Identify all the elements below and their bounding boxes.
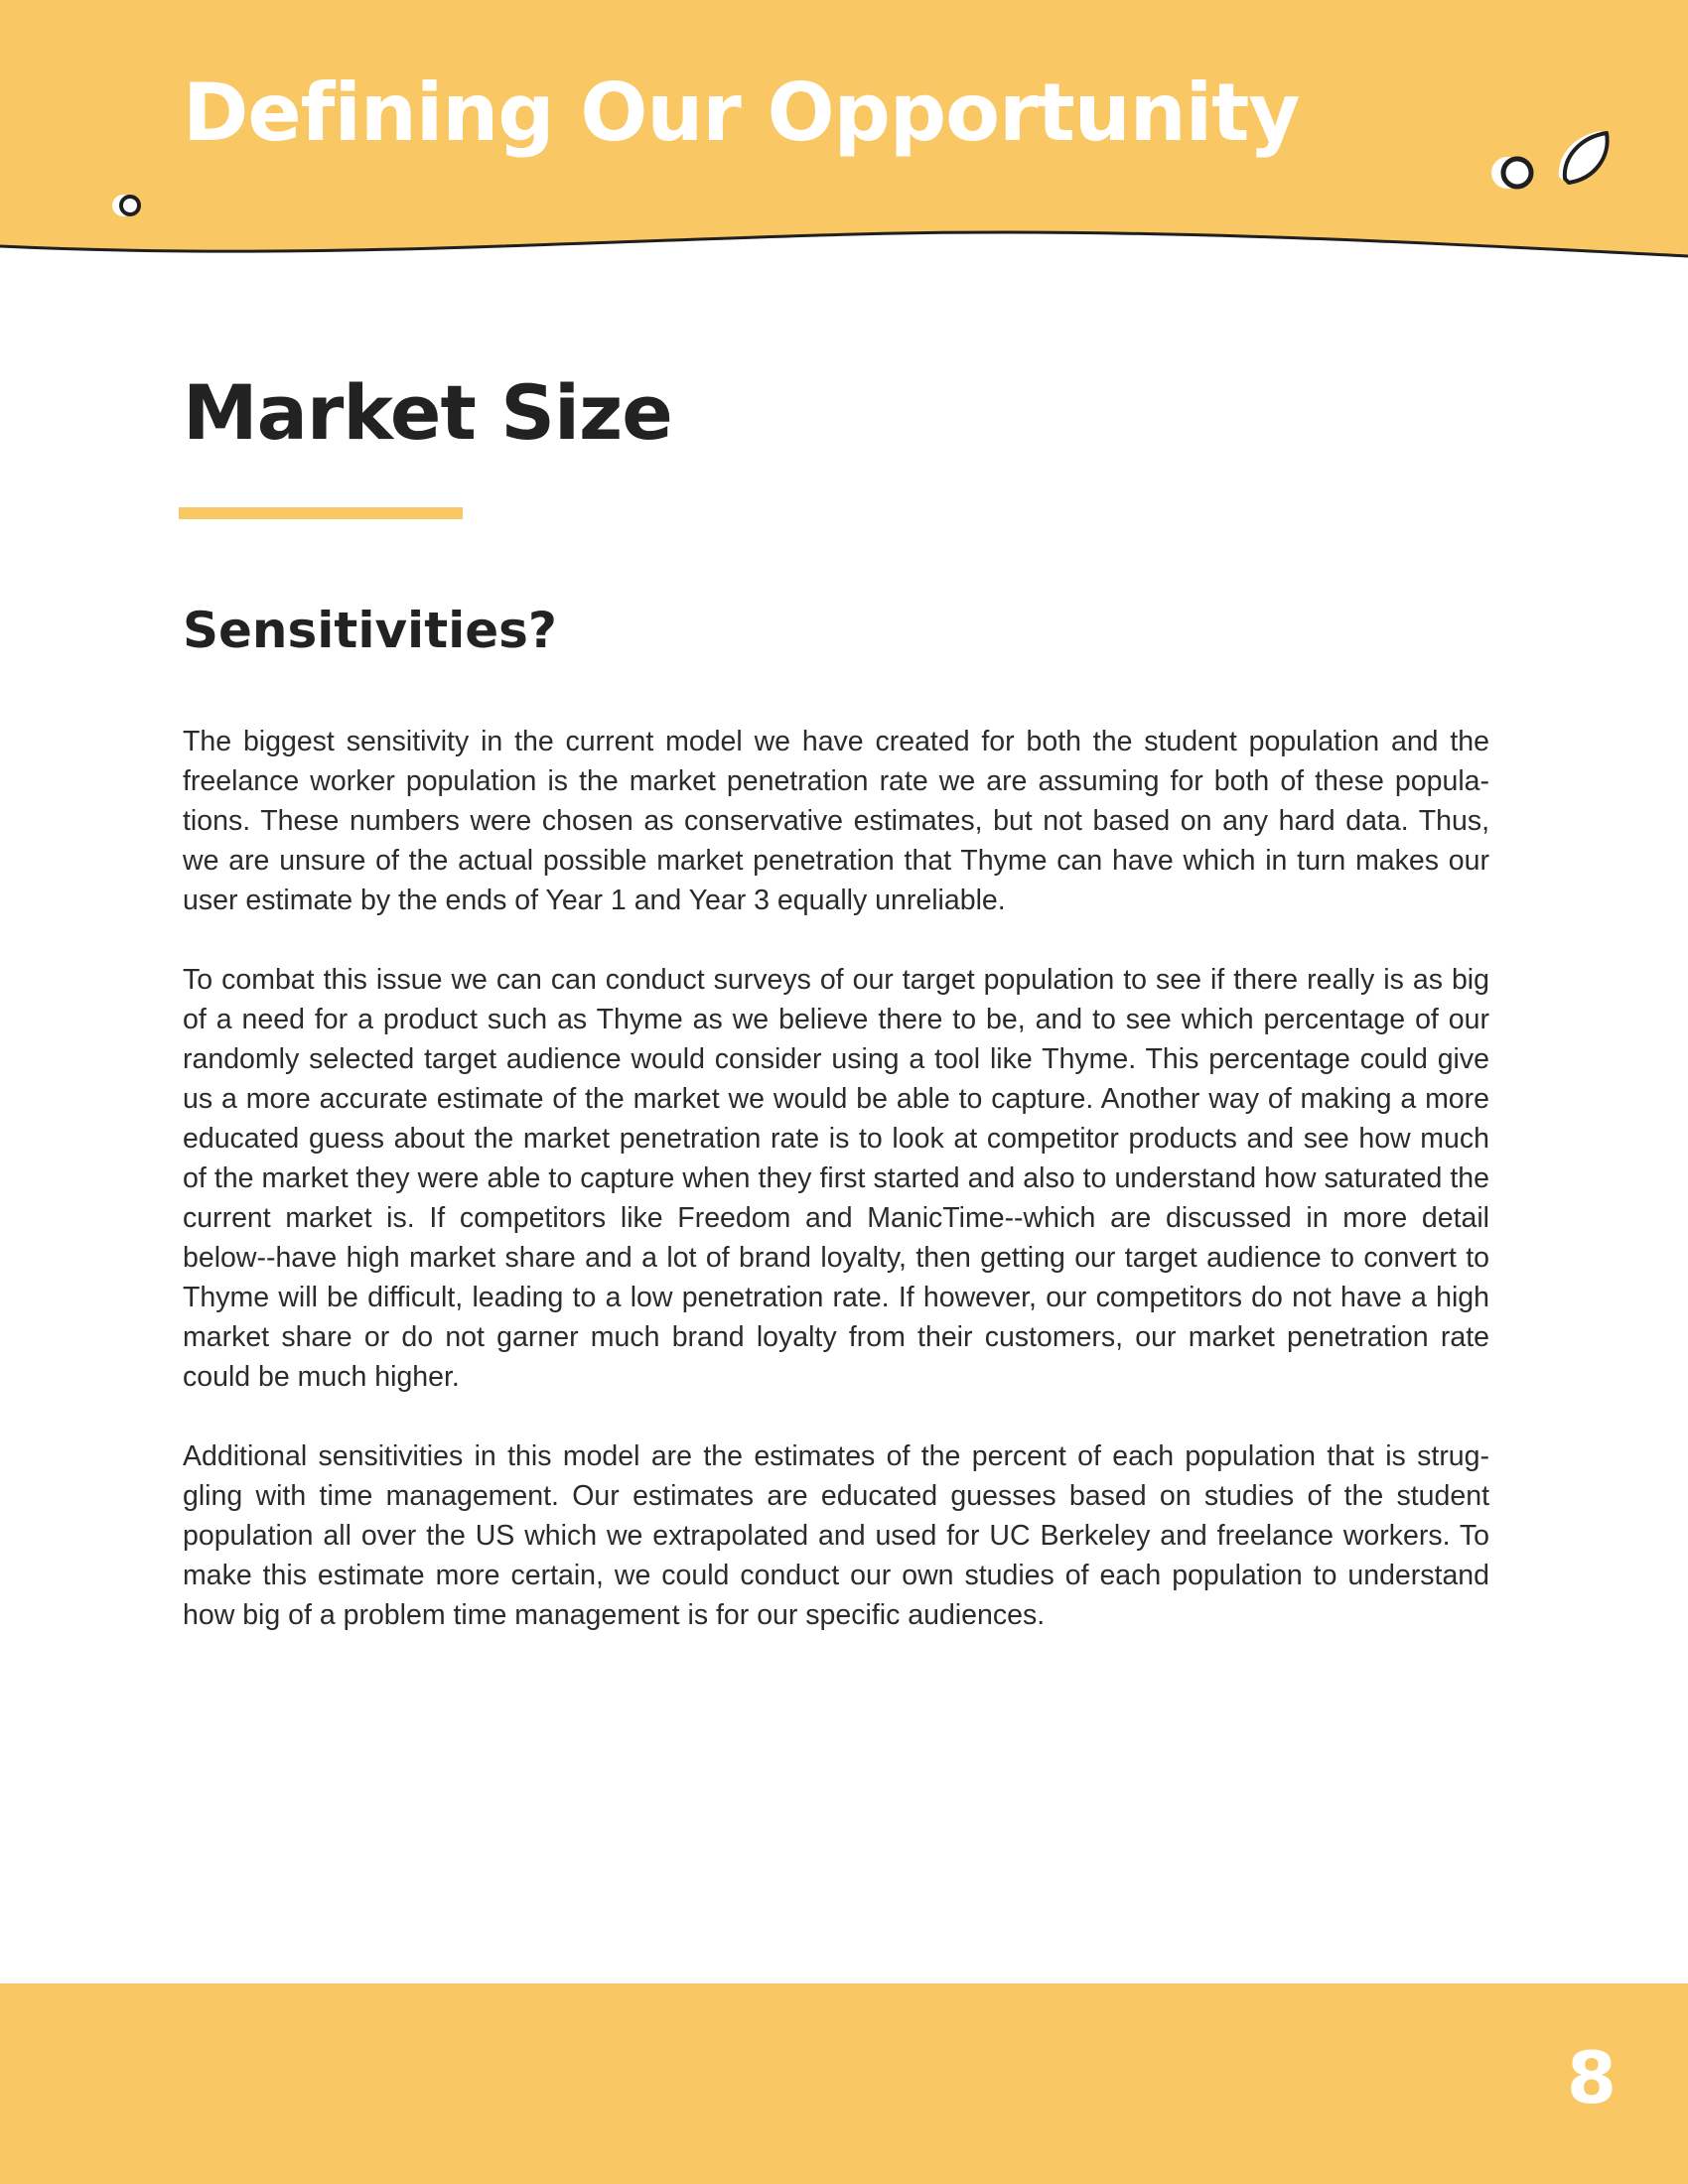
subsection-title: Sensitivities? bbox=[183, 602, 557, 660]
header-title: Defining Our Opportunity bbox=[183, 67, 1300, 159]
footer-band bbox=[0, 1983, 1688, 2184]
body-paragraph: The biggest sensitivity in the current model we have created for both the student population and the freelance worker population is the market penetration rate we are assuming for both of these popula-tions. These numbers were chosen as conservative estimates, but not based on any hard data. Thus, we are unsure of the actual possible market penetration that Thyme can have which in turn makes our user estimate by the ends of Year 1 and Year 3 equally unreliable. bbox=[183, 726, 1489, 917]
body-paragraph: To combat this issue we can can conduct surveys of our target population to see if there really is as big of a need for a product such as Thyme as we believe there to be, and to see which percentage of our randomly selected target audience would consider using a tool like Thyme. This percentage could give us a more accurate estimate of the market we would be able to capture. Another way of making a more educated guess about the market penetration rate is to look at competitor products and see how much of the market they were able to capture when they first started and also to understand how saturated the current market is. If competitors like Freedom and ManicTime--which are discussed in more detail below--have high market share and a lot of brand loyalty, then getting our target audience to convert to Thyme will be difficult, leading to a low penetration rate. If however, our competitors do not have a high market share or do not garner much brand loyalty from their customers, our market penetration rate could be much higher. bbox=[183, 964, 1489, 1394]
small-circle-icon bbox=[107, 189, 147, 228]
circle-icon bbox=[1485, 149, 1545, 197]
leaf-icon bbox=[1549, 125, 1615, 191]
body-paragraph: Additional sensitivities in this model are the estimates of the percent of each population that is strug-gling with time management. Our estimates are educated guesses based on studies of the student population all over the US which we extrapolated and used for UC Berkeley and freelance workers. To make this estimate more certain, we could conduct our own studies of each population to understand how big of a problem time management is for our specific audiences. bbox=[183, 1440, 1489, 1632]
page-number: 8 bbox=[1566, 2036, 1617, 2119]
main-content bbox=[183, 367, 1489, 1635]
section-title: Market Size bbox=[183, 368, 672, 457]
section-title-underline bbox=[179, 507, 463, 519]
